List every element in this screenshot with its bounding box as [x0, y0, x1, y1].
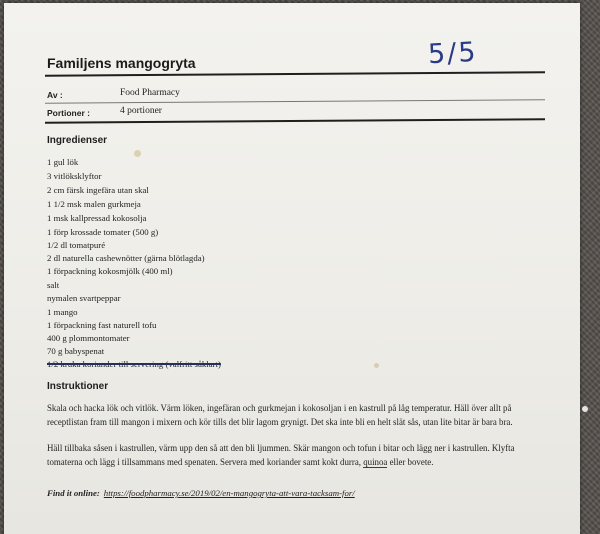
instructions-p2-text-c: eller bovete. — [389, 457, 434, 467]
ingredient-item: salt — [47, 280, 60, 290]
ingredient-item: 400 g plommontomater — [47, 333, 130, 343]
food-stain — [134, 150, 141, 157]
instructions-p2-line1: Häll tillbaka såsen i kastrullen, värm upp den så att den bli ljummen. Skär mangon och tofun i bitar och lägg ner i kastrullen. Klyfta — [47, 443, 515, 453]
ingredients-heading: Ingredienser — [47, 135, 108, 146]
ingredient-item: 1 mango — [47, 307, 78, 317]
ingredient-item: nymalen svartpeppar — [47, 293, 121, 303]
ingredient-item: 1 gul lök — [47, 157, 79, 167]
paper-glint — [582, 406, 588, 412]
ingredient-item: 1 förp krossade tomater (500 g) — [47, 227, 159, 237]
find-online-row — [47, 483, 355, 501]
instructions-p1-line1: Skala och hacka lök och vitlök. Värm löken, ingefäran och gurkmejan i kokosoljan i en kastrull på låg temperatur. Häll över allt på — [47, 403, 512, 413]
instructions-heading: Instruktioner — [47, 381, 109, 392]
ingredient-item-struck: 1/2 kruka koriander till servering (valfritt såklart) — [47, 359, 221, 369]
author-label: Av : — [47, 90, 63, 100]
ingredient-item: 1 förpackning fast naturell tofu — [47, 320, 157, 330]
quinoa-underlined: quinoa — [363, 457, 388, 467]
ingredient-item: 70 g babyspenat — [47, 346, 105, 356]
food-stain — [374, 363, 379, 368]
instructions-p1-line2: receptlistan fram till mangon i mixern och kör tills det blir lagom grynigt. Det ska inte bli en helt slät sås, utan lite bitar är bara bra. — [47, 417, 513, 427]
portions-value: 4 portioner — [120, 106, 162, 116]
ingredient-item: 2 cm färsk ingefära utan skal — [47, 185, 149, 195]
instructions-p2-line2 — [47, 457, 433, 467]
ingredient-item: 1 1/2 msk malen gurkmeja — [47, 199, 141, 209]
ingredient-item: 3 vitlöksklyftor — [47, 171, 102, 181]
instructions-p2-text-a: tomaterna och lägg i tillsammans med spenaten. Servera med koriander samt kokt durra, — [47, 457, 361, 467]
portions-label: Portioner : — [47, 108, 90, 118]
find-online-label: Find it online: — [47, 488, 100, 498]
author-value: Food Pharmacy — [120, 88, 180, 98]
ingredient-item: 1/2 dl tomatpuré — [47, 240, 106, 250]
ingredient-item: 2 dl naturella cashewnötter (gärna blötlagda) — [47, 253, 205, 263]
recipe-title: Familjens mangogryta — [47, 55, 196, 71]
ingredient-item: 1 msk kallpressad kokosolja — [47, 213, 147, 223]
recipe-url-link[interactable]: https://foodpharmacy.se/2019/02/en-mangogryta-att-vara-tacksam-for/ — [103, 488, 355, 498]
handwritten-score: 5/5 — [427, 36, 479, 71]
ingredient-item: 1 förpackning kokosmjölk (400 ml) — [47, 266, 173, 276]
